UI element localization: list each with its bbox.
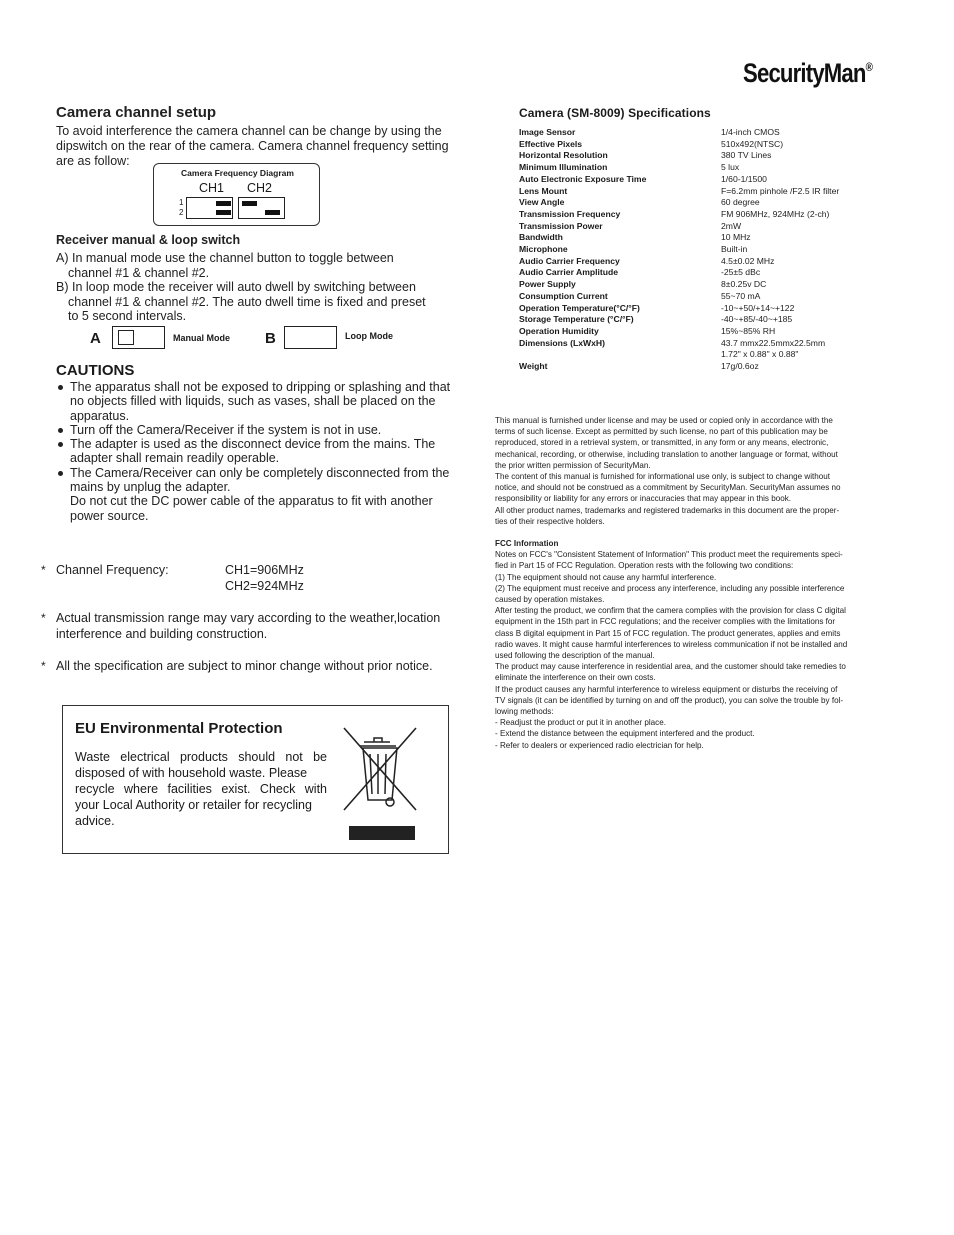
- list-item: [56, 466, 456, 523]
- text-line: Notes on FCC's "Consistent Statement of Information" This product meet the requirements speci-: [495, 550, 843, 560]
- channel-setup-title: Camera channel setup: [56, 104, 217, 121]
- text-line: dipswitch on the rear of the camera. Camera channel frequency setting: [56, 139, 449, 153]
- spec-key: Bandwidth: [519, 232, 563, 243]
- loop-mode-switch: [284, 326, 337, 349]
- mode-b-letter: B: [265, 330, 276, 347]
- spec-key: Lens Mount: [519, 185, 568, 196]
- list-item: [56, 437, 456, 466]
- spec-row: [519, 244, 839, 256]
- brand-name: SecurityMan: [743, 58, 866, 88]
- spec-value: 5 lux: [721, 162, 740, 173]
- ch2-label: CH2: [247, 181, 273, 195]
- text-line: class B digital equipment in Part 15 of FCC regulation. The product generates, applies and emits: [495, 628, 841, 638]
- spec-row: [519, 279, 839, 291]
- asterisk: *: [41, 611, 46, 625]
- camera-frequency-diagram: [153, 163, 320, 226]
- eu-title: EU Environmental Protection: [75, 720, 283, 737]
- text-line: The adapter is used as the disconnect device from the mains. The: [70, 437, 436, 452]
- spec-row: [519, 139, 839, 151]
- text-line: (1) The equipment should not cause any harmful interference.: [495, 572, 717, 582]
- freq-ch2: CH2=924MHz: [225, 579, 304, 593]
- dip-bar: [265, 210, 280, 215]
- specs-table: [519, 127, 839, 384]
- spec-key: Power Supply: [519, 279, 576, 290]
- receiver-text: [56, 251, 426, 324]
- spec-key: Minimum Illumination: [519, 162, 608, 173]
- ch1-label: CH1: [199, 181, 225, 195]
- spec-row: [519, 361, 839, 384]
- spec-row: [519, 267, 839, 279]
- text-line: power source.: [70, 508, 149, 523]
- text-line: disposed of with household waste. Please: [75, 766, 308, 780]
- spec-row: [519, 174, 839, 186]
- spec-key: Operation Humidity: [519, 325, 599, 336]
- spec-value: Built-in: [721, 244, 748, 255]
- freq-label: Channel Frequency:: [56, 563, 169, 577]
- fcc-section: [495, 538, 930, 751]
- text-line: All other product names, trademarks and registered trademarks in this document are the proper-: [495, 505, 840, 515]
- asterisk: *: [41, 563, 46, 577]
- text-line: used following the description of the manual.: [495, 651, 655, 661]
- spec-key: Horizontal Resolution: [519, 150, 608, 161]
- text-line: channel #1 & channel #2.: [68, 265, 210, 280]
- spec-key: Auto Electronic Exposure Time: [519, 173, 647, 184]
- row-2-label: 2: [179, 208, 184, 217]
- spec-row: [519, 186, 839, 198]
- channel-frequency-note: [41, 562, 169, 578]
- text-line: responsibility or liability for any errors or inaccuracies that may appear in this book.: [495, 494, 792, 504]
- spec-key: Effective Pixels: [519, 138, 583, 149]
- text-line: The product may cause interference in residential area, and the customer should take remedies to: [495, 662, 846, 672]
- spec-key: Operation Temperature(°C/°F): [519, 302, 640, 313]
- freq-ch1: CH1=906MHz: [225, 563, 304, 577]
- text-line: terms of such license. Except as permitted by such license, no part of this publication may be: [495, 427, 828, 437]
- securityman-logo: [743, 58, 872, 89]
- spec-key: Consumption Current: [519, 290, 608, 301]
- spec-key: Microphone: [519, 244, 568, 255]
- text-line: The content of this manual is furnished for informational use only, is subject to change without: [495, 472, 831, 482]
- receiver-title: Receiver manual & loop switch: [56, 233, 241, 247]
- manual-mode-label: Manual Mode: [173, 333, 231, 343]
- spec-key: Storage Temperature (°C/°F): [519, 314, 634, 325]
- text-line: recycle where facilities exist. Check with: [75, 782, 327, 796]
- dip-bar: [216, 210, 231, 215]
- text-line: If the product causes any harmful interference to wireless equipment or disturbs the receiving of: [495, 684, 838, 694]
- text-line: are as follow:: [56, 154, 130, 168]
- spec-value: 380 TV Lines: [721, 150, 772, 161]
- text-line: All the specification are subject to minor change without prior notice.: [56, 659, 433, 673]
- text-line: notice, and should not be construed as a commitment by SecurityMan. SecurityMan assumes no: [495, 483, 841, 493]
- text-line: mains by unplug the adapter.: [70, 480, 231, 495]
- specs-title: Camera (SM-8009) Specifications: [519, 106, 711, 120]
- spec-row: [519, 197, 839, 209]
- text-line: ties of their respective holders.: [495, 516, 605, 526]
- bin-underbar: [349, 826, 415, 840]
- spec-key: Audio Carrier Frequency: [519, 255, 620, 266]
- spec-value: 1/60-1/1500: [721, 173, 767, 184]
- spec-value: 60 degree: [721, 197, 760, 208]
- text-line: interference and building construction.: [56, 627, 268, 641]
- spec-key: Transmission Power: [519, 220, 603, 231]
- text-line: radio waves. It might cause harmful interferences to wireless communication if not be installed and: [495, 639, 848, 649]
- spec-row: [519, 303, 839, 315]
- spec-value: 8±0.25v DC: [721, 279, 767, 290]
- spec-row: [519, 127, 839, 139]
- spec-row: [519, 150, 839, 162]
- text-line: (2) The equipment must receive and process any interference, including any possible interference: [495, 583, 845, 593]
- registered-mark: ®: [865, 60, 873, 74]
- row-1-label: 1: [179, 198, 184, 207]
- text-line: B) In loop mode the receiver will auto dwell by switching between: [56, 280, 416, 294]
- cautions-list: [56, 380, 456, 523]
- spec-row: [519, 209, 839, 221]
- spec-key: Audio Carrier Amplitude: [519, 267, 618, 278]
- spec-row: [519, 162, 839, 174]
- text-line: eliminate the interference on their own costs.: [495, 673, 656, 683]
- spec-change-note: [41, 658, 433, 674]
- spec-key: View Angle: [519, 197, 565, 208]
- text-line: channel #1 & channel #2. The auto dwell time is fixed and preset: [68, 294, 426, 309]
- loop-mode-label: Loop Mode: [345, 331, 393, 341]
- spec-value: 15%~85% RH: [721, 325, 776, 336]
- diagram-title: Camera Frequency Diagram: [181, 168, 294, 178]
- frequency-values: [225, 562, 304, 594]
- asterisk: *: [41, 659, 46, 673]
- mode-a-letter: A: [90, 330, 101, 347]
- spec-row: [519, 349, 839, 361]
- text-line: - Extend the distance between the equipment interfered and the product.: [495, 729, 755, 739]
- spec-key: Transmission Frequency: [519, 208, 621, 219]
- list-item: [56, 380, 456, 423]
- eu-text: [75, 749, 327, 829]
- spec-value: 10 MHz: [721, 232, 751, 243]
- text-line: Waste electrical products should not be: [75, 750, 327, 764]
- switch-knob: [118, 330, 134, 345]
- text-line: reproduced, stored in a retrieval system, or transmitted, in any form or any means, electronic,: [495, 438, 829, 448]
- text-line: fied in Part 15 of FCC Regulation. Operation rests with the following two conditions:: [495, 561, 794, 571]
- text-line: A) In manual mode use the channel button to toggle between: [56, 251, 394, 265]
- spec-row: [519, 221, 839, 233]
- text-line: To avoid interference the camera channel can be change by using the: [56, 124, 442, 138]
- text-line: This manual is furnished under license and may be used or copied only in accordance with the: [495, 416, 833, 425]
- text-line: adapter shall remain readily operable.: [70, 451, 280, 466]
- spec-value: 510x492(NTSC): [721, 138, 784, 149]
- text-line: no objects filled with liquids, such as vases, shall be placed on the: [70, 394, 436, 409]
- text-line: The Camera/Receiver can only be completely disconnected from the: [70, 465, 450, 480]
- text-line: advice.: [75, 814, 115, 828]
- text-line: equipment in the 15th part in FCC regulations; and the receiver complies with the limitations for: [495, 617, 836, 627]
- spec-value: -10~+50/+14~+122: [721, 302, 795, 313]
- eu-environmental-box: [62, 705, 449, 854]
- manual-mode-switch: [112, 326, 165, 349]
- spec-row: [519, 314, 839, 326]
- text-line: The apparatus shall not be exposed to dripping or splashing and that: [70, 380, 451, 394]
- spec-row: [519, 232, 839, 244]
- spec-value: 4.5±0.02 MHz: [721, 255, 775, 266]
- dip-bar: [216, 201, 231, 206]
- spec-value: -40~+85/-40~+185: [721, 314, 793, 325]
- text-line: Actual transmission range may vary according to the weather,location: [56, 611, 441, 625]
- spec-row: [519, 338, 839, 350]
- text-line: apparatus.: [70, 408, 130, 423]
- spec-row: [519, 291, 839, 303]
- spec-value: 1/4-inch CMOS: [721, 127, 780, 137]
- spec-value: 55~70 mA: [721, 290, 761, 301]
- range-note: [41, 610, 441, 642]
- text-line: After testing the product, we confirm that the camera complies with the provision for class C digital: [495, 606, 846, 616]
- cautions-title: CAUTIONS: [56, 362, 135, 379]
- text-line: TV signals (it can be identified by turning on and off the product), you can solve the trouble by fol-: [495, 695, 844, 705]
- text-line: lowing methods:: [495, 707, 554, 717]
- spec-value: 1.72" x 0.88" x 0.88": [721, 349, 799, 360]
- spec-value: FM 906MHz, 924MHz (2-ch): [721, 208, 830, 219]
- text-line: caused by operation mistakes.: [495, 595, 605, 605]
- spec-key: Weight: [519, 361, 548, 372]
- text-line: mechanical, recording, or otherwise, including translation to another language or format, without: [495, 449, 838, 459]
- fcc-text: [495, 549, 930, 751]
- text-line: Turn off the Camera/Receiver if the system is not in use.: [70, 422, 382, 437]
- spec-value: F=6.2mm pinhole /F2.5 IR filter: [721, 185, 840, 196]
- crossed-out-wheelie-bin-icon: [340, 724, 420, 814]
- spec-value: 43.7 mmx22.5mmx22.5mm: [721, 337, 826, 348]
- text-line: the prior written permission of SecurityMan.: [495, 460, 651, 470]
- ch2-dipswitch: [238, 197, 285, 219]
- dip-bar: [242, 201, 257, 206]
- spec-key: [519, 349, 721, 361]
- text-line: your Local Authority or retailer for recycling: [75, 798, 312, 812]
- spec-key: Dimensions (LxWxH): [519, 337, 605, 348]
- spec-row: [519, 326, 839, 338]
- spec-value: 2mW: [721, 220, 742, 231]
- text-line: to 5 second intervals.: [68, 309, 187, 323]
- spec-value: -25±5 dBc: [721, 267, 761, 278]
- ch1-dipswitch: [186, 197, 233, 219]
- text-line: - Refer to dealers or experienced radio electrician for help.: [495, 740, 704, 750]
- fcc-title: FCC Information: [495, 539, 559, 548]
- license-text: [495, 415, 930, 527]
- spec-row: [519, 256, 839, 268]
- list-item: [56, 423, 456, 437]
- text-line: Do not cut the DC power cable of the apparatus to fit with another: [70, 494, 433, 509]
- spec-value: 17g/0.6oz: [721, 361, 759, 372]
- text-line: - Readjust the product or put it in another place.: [495, 718, 666, 728]
- spec-key: Image Sensor: [519, 127, 576, 137]
